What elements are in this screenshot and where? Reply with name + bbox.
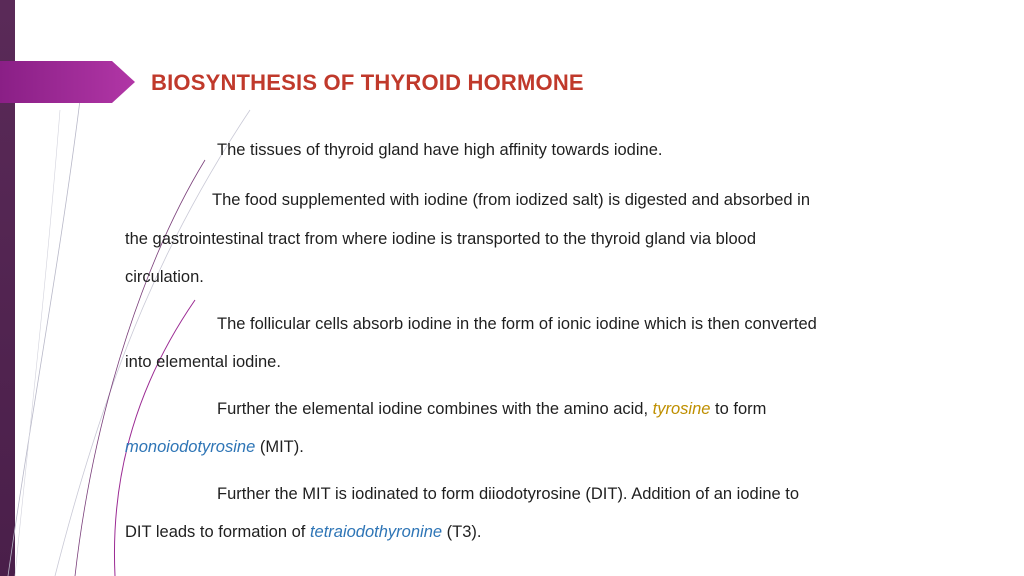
p5-text-pre: DIT leads to formation of (125, 523, 310, 541)
term-monoiodotyrosine: monoiodotyrosine (125, 438, 256, 456)
deco-curve-2 (55, 110, 250, 576)
term-tetraiodothyronine: tetraiodothyronine (309, 523, 443, 541)
slide-title: BIOSYNTHESIS OF THYROID HORMONE (151, 70, 584, 95)
paragraph-3-line-2: into elemental iodine. (125, 353, 281, 371)
deco-curve-5 (15, 110, 60, 576)
term-tyrosine: tyrosine (652, 400, 711, 418)
p4-text-pre: Further the elemental iodine combines with the amino acid, (217, 400, 653, 418)
p4-text-post: to form (710, 400, 767, 418)
paragraph-2-line-2: the gastrointestinal tract from where iodine is transported to the thyroid gland via blood (125, 230, 757, 248)
paragraph-5-line-1: Further the MIT is iodinated to form diiodotyrosine (DIT). Addition of an iodine to (217, 485, 800, 503)
paragraph-2-line-3: circulation. (125, 268, 204, 286)
p5-text-post: (T3). (442, 523, 482, 541)
paragraph-1: The tissues of thyroid gland have high affinity towards iodine. (217, 141, 663, 159)
p4-line2-post: (MIT). (255, 438, 304, 456)
deco-curve-1 (8, 100, 80, 576)
title-arrow-shape (0, 61, 135, 103)
paragraph-4-line-2 (125, 437, 304, 457)
paragraph-3-line-1: The follicular cells absorb iodine in the form of ionic iodine which is then converted (217, 315, 817, 333)
paragraph-5-line-2 (125, 522, 481, 542)
paragraph-4-line-1 (217, 399, 766, 419)
paragraph-2-line-1: The food supplemented with iodine (from iodized salt) is digested and absorbed in (212, 191, 811, 209)
